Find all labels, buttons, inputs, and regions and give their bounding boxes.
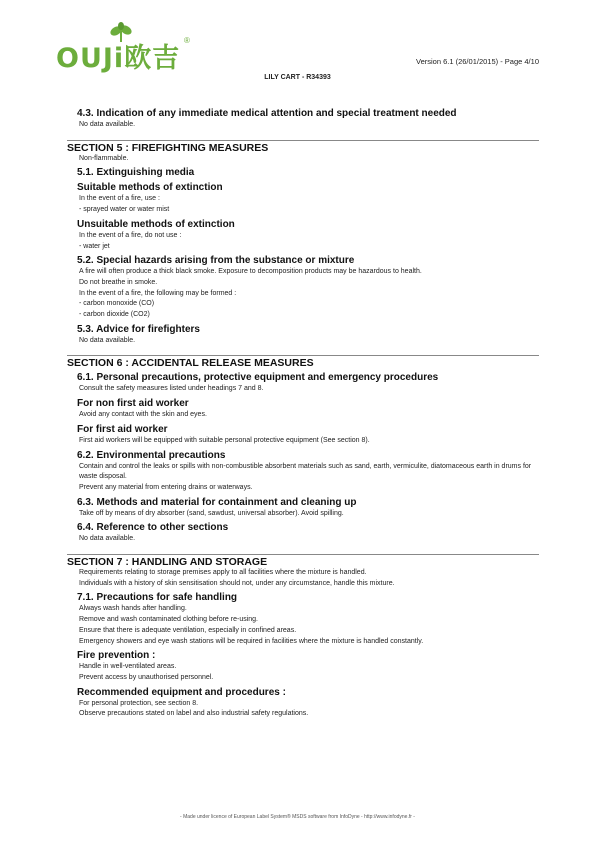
- body-text: Consult the safety measures listed under headings 7 and 8.: [79, 385, 264, 393]
- subsection-heading-6-2: 6.2. Environmental precautions: [77, 449, 226, 461]
- version-info: Version 6.1 (26/01/2015) - Page 4/10: [415, 57, 539, 66]
- subsection-heading-4-3: 4.3. Indication of any immediate medical attention and special treatment needed: [77, 108, 457, 119]
- subsection-heading-6-1: 6.1. Personal precautions, protective equipment and emergency procedures: [77, 372, 439, 384]
- page-footer: - Made under licence of European Label System® MSDS software from InfoDyne - http://www.infodyne.fr -: [180, 814, 415, 820]
- body-text: In the event of a fire, use :: [79, 195, 160, 203]
- section-text: Non-flammable.: [79, 154, 129, 162]
- company-logo: [56, 22, 196, 72]
- body-text: Observe precautions stated on label and also industrial safety regulations.: [79, 710, 309, 718]
- body-text: Individuals with a history of skin sensitisation should not, under any circumstance, handle this mixture.: [79, 579, 395, 587]
- body-text: - carbon dioxide (CO2): [79, 311, 150, 319]
- body-text: No data available.: [79, 535, 136, 543]
- body-text: Emergency showers and eye wash stations will be required in facilities where the mixture is handled constantly.: [79, 637, 424, 645]
- subheading-fire-prevention: Fire prevention :: [77, 650, 156, 662]
- body-text: First aid workers will be equipped with suitable personal protective equipment (See section 8).: [79, 436, 370, 444]
- body-text: No data available.: [79, 336, 136, 344]
- subsection-text: No data available.: [79, 121, 136, 128]
- body-text: Ensure that there is adequate ventilation, especially in confined areas.: [79, 626, 297, 634]
- subheading-non-first-aid: For non first aid worker: [77, 398, 189, 410]
- body-text: In the event of a fire, the following may be formed :: [79, 289, 237, 297]
- subsection-heading-5-3: 5.3. Advice for firefighters: [77, 323, 200, 335]
- body-text: Contain and control the leaks or spills with non-combustible absorbent materials such as sand, earth, vermiculite, diatomaceous earth in drums for waste disposal.: [79, 462, 532, 481]
- body-text: Prevent any material from entering drains or waterways.: [79, 483, 253, 491]
- section-7-heading: SECTION 7 : HANDLING AND STORAGE: [67, 554, 539, 568]
- body-text: - carbon monoxide (CO): [79, 300, 155, 308]
- logo-wordmark: OUJi欧吉: [56, 43, 181, 74]
- body-text: Do not breathe in smoke.: [79, 278, 158, 286]
- body-text: - water jet: [79, 242, 110, 250]
- body-text: A fire will often produce a thick black smoke. Exposure to decomposition products may be hazardous to health.: [79, 268, 422, 276]
- subheading-unsuitable-methods: Unsuitable methods of extinction: [77, 218, 235, 230]
- body-text: Take off by means of dry absorber (sand, sawdust, universal absorber). Avoid spilling.: [79, 509, 344, 517]
- subsection-heading-5-2: 5.2. Special hazards arising from the substance or mixture: [77, 255, 355, 267]
- subsection-heading-7-1: 7.1. Precautions for safe handling: [77, 592, 238, 604]
- section-5-heading: SECTION 5 : FIREFIGHTING MEASURES: [67, 140, 539, 154]
- body-text: Remove and wash contaminated clothing before re-using.: [79, 616, 258, 624]
- subheading-suitable-methods: Suitable methods of extinction: [77, 182, 223, 194]
- body-text: Prevent access by unauthorised personnel.: [79, 673, 214, 681]
- subheading-recommended-equipment: Recommended equipment and procedures :: [77, 686, 286, 698]
- body-text: For personal protection, see section 8.: [79, 699, 199, 707]
- subsection-heading-5-1: 5.1. Extinguishing media: [77, 167, 195, 179]
- body-text: Avoid any contact with the skin and eyes.: [79, 411, 207, 419]
- body-text: In the event of a fire, do not use :: [79, 231, 182, 239]
- section-6-heading: SECTION 6 : ACCIDENTAL RELEASE MEASURES: [67, 355, 539, 369]
- body-text: Requirements relating to storage premises apply to all facilities where the mixture is handled.: [79, 569, 367, 577]
- product-name: LILY CART - R34393: [264, 74, 331, 81]
- body-text: Handle in well-ventilated areas.: [79, 663, 177, 671]
- document-body: [67, 108, 539, 720]
- body-text: - sprayed water or water mist: [79, 206, 170, 214]
- subsection-heading-6-4: 6.4. Reference to other sections: [77, 522, 229, 534]
- logo-registered-mark: ®: [184, 36, 190, 45]
- body-text: Always wash hands after handling.: [79, 605, 187, 613]
- subheading-first-aid: For first aid worker: [77, 423, 168, 435]
- subsection-heading-6-3: 6.3. Methods and material for containment and cleaning up: [77, 496, 357, 508]
